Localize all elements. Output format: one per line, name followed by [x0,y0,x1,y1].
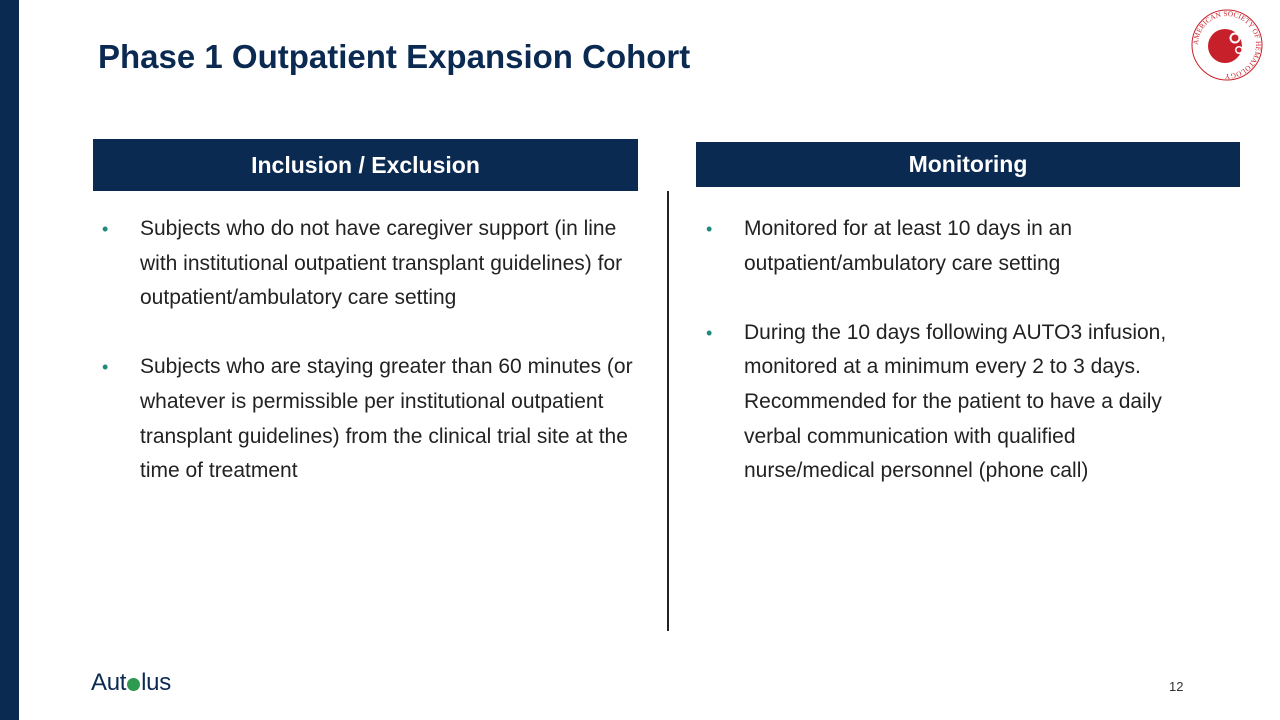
list-item-text: During the 10 days following AUTO3 infusion, monitored at a minimum every 2 to 3 days. Recommended for the patient to have a daily verbal communication with qualified nurse/medical personnel (phone call) [744,320,1167,483]
list-item [704,316,1204,489]
page-number: 12 [1169,679,1184,694]
list-item-text: Subjects who are staying greater than 60 minutes (or whatever is permissible per institutional outpatient transplant guidelines) from the clinical trial site at the time of treatment [140,355,633,483]
green-dot-icon [127,678,140,691]
bullet-icon: • [102,357,109,378]
list-item [100,350,640,488]
ash-logo [1190,8,1264,82]
autolus-logo-suffix: lus [141,669,171,696]
list-item [704,212,1204,281]
autolus-logo [91,669,171,697]
column-divider [667,191,669,631]
list-item-text: Monitored for at least 10 days in an outpatient/ambulatory care setting [744,217,1073,275]
inclusion-exclusion-list [100,212,640,523]
autolus-logo-prefix: Aut [91,669,127,696]
monitoring-header: Monitoring [696,142,1240,187]
inclusion-exclusion-header: Inclusion / Exclusion [93,139,638,191]
bullet-icon: • [706,219,713,239]
list-item-text: Subjects who do not have caregiver support (in line with institutional outpatient transplant guidelines) for outpatient/ambulatory care setting [140,217,623,310]
left-accent-bar [0,0,19,720]
bullet-icon: • [706,322,713,343]
slide-title: Phase 1 Outpatient Expansion Cohort [98,38,691,75]
list-item [100,212,640,316]
monitoring-list [704,212,1204,523]
bullet-icon: • [102,219,109,239]
ash-logo-text: AMERICAN SOCIETY OF HEMATOLOGY [1191,9,1263,81]
